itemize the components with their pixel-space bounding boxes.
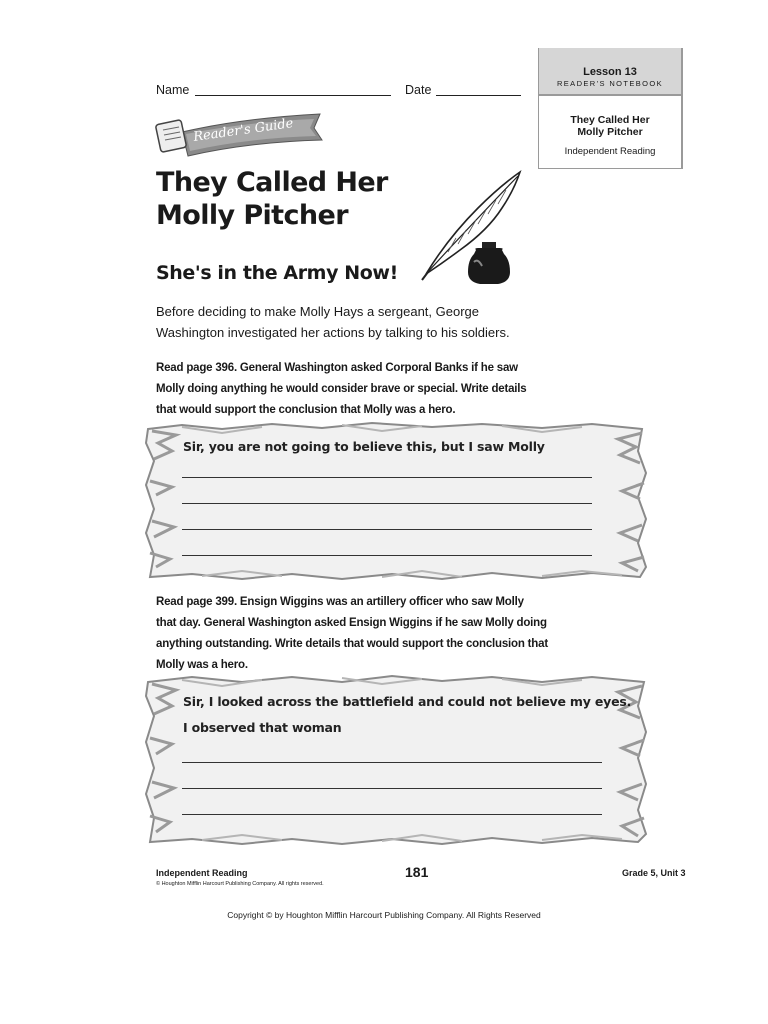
lesson-title: [539, 114, 681, 138]
prompt2-line2: that day. General Washington asked Ensign Wiggins if he saw Molly doing: [156, 617, 547, 629]
scroll-2-starter-2: I observed that woman: [183, 720, 342, 735]
notebook-icon: [155, 120, 186, 153]
writing-line[interactable]: [182, 788, 602, 789]
prompt1-line1: Read page 396. General Washington asked Corporal Banks if he saw: [156, 362, 518, 374]
writing-line[interactable]: [182, 814, 602, 815]
lesson-number: Lesson 13: [583, 66, 637, 78]
writing-line[interactable]: [182, 503, 592, 504]
notebook-label: READER'S NOTEBOOK: [556, 79, 664, 88]
footer-copy-notice: © Houghton Mifflin Harcourt Publishing Company. All rights reserved.: [156, 881, 324, 887]
footer-grade-unit: Grade 5, Unit 3: [622, 868, 686, 878]
section-subtitle: She's in the Army Now!: [156, 262, 398, 284]
writing-line[interactable]: [182, 762, 602, 763]
intro-paragraph: [156, 301, 576, 343]
prompt1-line2: Molly doing anything he would consider brave or special. Write details: [156, 383, 527, 395]
title-line1: They Called Her: [156, 167, 388, 198]
banner-label: Reader's Guide: [192, 116, 295, 145]
prompt2-line4: Molly was a hero.: [156, 659, 248, 671]
writing-line[interactable]: [182, 529, 592, 530]
writing-line[interactable]: [182, 555, 592, 556]
prompt-2: [156, 592, 576, 676]
lesson-title-line2: Molly Pitcher: [577, 126, 643, 138]
prompt-1: [156, 358, 576, 421]
lesson-type: Independent Reading: [564, 146, 656, 157]
date-field[interactable]: [436, 95, 521, 96]
name-label: Name: [156, 83, 190, 97]
footer-section-label: Independent Reading: [156, 868, 248, 878]
prompt1-line3: that would support the conclusion that Molly was a hero.: [156, 404, 456, 416]
lesson-box: [538, 48, 683, 169]
intro-line2: Washington investigated her actions by talking to his soldiers.: [156, 325, 510, 340]
writing-line[interactable]: [182, 477, 592, 478]
intro-line1: Before deciding to make Molly Hays a sergeant, George: [156, 304, 480, 319]
page-title: [156, 166, 388, 232]
lesson-header: [539, 48, 681, 96]
quill-ink-icon: [418, 168, 538, 288]
page-number: 181: [405, 864, 429, 880]
date-label: Date: [405, 83, 432, 97]
scroll-1-starter: Sir, you are not going to believe this, but I saw Molly: [183, 439, 545, 454]
title-line2: Molly Pitcher: [156, 200, 348, 231]
name-field[interactable]: [195, 95, 391, 96]
lesson-title-line1: They Called Her: [570, 114, 650, 126]
scroll-2-starter-1: Sir, I looked across the battlefield and could not believe my eyes.: [183, 694, 632, 709]
prompt2-line3: anything outstanding. Write details that would support the conclusion that: [156, 638, 548, 650]
answer-scroll-2: [142, 674, 652, 846]
prompt2-line1: Read page 399. Ensign Wiggins was an artillery officer who saw Molly: [156, 596, 524, 608]
copyright-line: Copyright © by Houghton Mifflin Harcourt Publishing Company. All Rights Reserved: [227, 910, 541, 920]
answer-scroll-1: [142, 421, 652, 581]
